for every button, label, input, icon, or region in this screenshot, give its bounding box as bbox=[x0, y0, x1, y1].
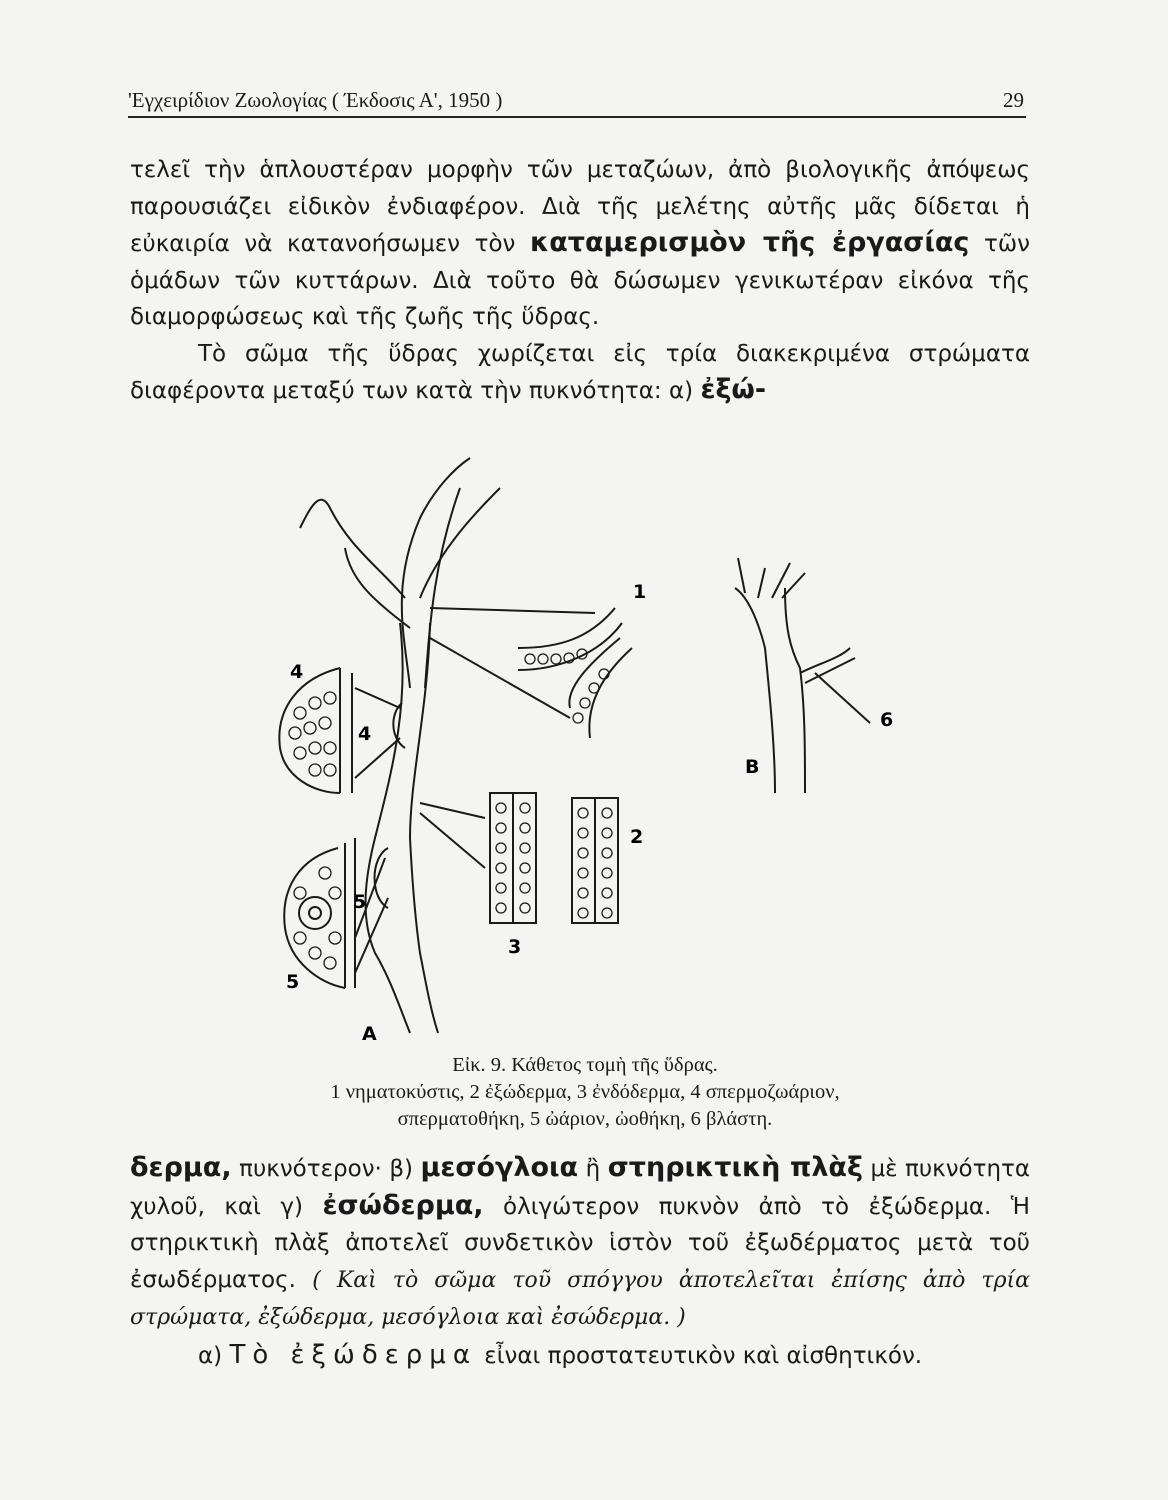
book-title: 'Εγχειρίδιον Ζωολογίας ( Έκδοσις Α', 1950 ) bbox=[128, 88, 503, 112]
caption-line-1: Εἰκ. 9. Κάθετος τομὴ τῆς ὕδρας. bbox=[452, 1054, 718, 1076]
term-exoderm-spaced: Τὸ ἐξώδερμα bbox=[229, 1339, 477, 1370]
hydra-figure bbox=[260, 448, 900, 1048]
term-exoderm: δερμα, bbox=[130, 1152, 232, 1183]
figure-label-6: 6 bbox=[880, 709, 894, 731]
figure-label-5b: 5 bbox=[286, 971, 300, 993]
figure-label-b: B bbox=[745, 756, 760, 778]
cell-patterns bbox=[289, 649, 612, 969]
text-density: μὲ πυκνότητα χυλοῦ, καὶ γ) bbox=[130, 1156, 1031, 1220]
figure-label-1: 1 bbox=[633, 581, 647, 603]
text-sponge-note: ( Καὶ τὸ σῶμα τοῦ σπόγγου ἀποτελεῖται ἐπίσης ἀπὸ τρία στρώματα, ἐξώδερμα, μεσόγλοια καὶ ἐσώδερμα. ) bbox=[130, 1267, 1030, 1330]
caption-line-2: 1 νηματοκύστις, 2 ἐξώδερμα, 3 ἐνδόδερμα, 4 σπερμοζωάριον, bbox=[330, 1081, 840, 1103]
term-support-plate: στηρικτικὴ πλὰξ bbox=[607, 1152, 863, 1183]
paragraph-intro bbox=[130, 152, 1030, 410]
hydra-illustration bbox=[260, 448, 900, 1048]
paragraph-intro-text-2: τῶν ὁμάδων τῶν κυττάρων. Διὰ τοῦτο θὰ δώσωμεν γενικωτέραν εἰκόνα τῆς διαμορφώσεως καὶ τῆς ζωῆς τῆς ὕδρας. bbox=[130, 231, 1030, 330]
running-header bbox=[128, 86, 1026, 118]
text-protective: εἶναι προστατευτικὸν καὶ αἰσθητικόν. bbox=[484, 1342, 923, 1369]
paragraph-layers-text: Τὸ σῶμα τῆς ὕδρας χωρίζεται εἰς τρία διακεκριμένα στρώματα διαφέροντα μεταξύ των κατὰ τὴν πυκνότητα: α) bbox=[130, 340, 1030, 404]
figure-label-2: 2 bbox=[630, 826, 644, 848]
paragraph-layers-bold: ἐξώ- bbox=[700, 374, 767, 405]
paragraph-intro-bold: καταμερισμὸν τῆς ἐργασίας bbox=[530, 227, 970, 258]
figure-caption bbox=[180, 1052, 990, 1133]
page-number: 29 bbox=[1003, 88, 1024, 112]
figure-label-4a: 4 bbox=[290, 661, 304, 683]
text-denser: πυκνότερον· β) bbox=[239, 1156, 414, 1182]
term-endoderm: ἐσώδερμα, bbox=[322, 1189, 484, 1221]
figure-label-3: 3 bbox=[508, 936, 522, 958]
figure-label-5a: 5 bbox=[353, 891, 367, 913]
text-or: ἢ bbox=[585, 1156, 601, 1182]
figure-label-a: A bbox=[362, 1023, 377, 1045]
paragraph-layers-continued bbox=[130, 1150, 1030, 1374]
text-a: α) bbox=[198, 1342, 223, 1369]
term-mesoglea: μεσόγλοια bbox=[420, 1152, 579, 1183]
paragraph-intro-text-1: τελεῖ τὴν ἁπλουστέραν μορφὴν τῶν μεταζώων, ἀπὸ βιολογικῆς ἀπόψεως παρουσιάζει εἰδικὸν ἐνδιαφέρον. Διὰ τῆς μελέτης αὐτῆς μᾶς δίδεται ἡ εὐκαιρία νὰ κατανοήσωμεν τὸν bbox=[130, 157, 1030, 257]
caption-line-3: σπερματοθήκη, 5 ὠάριον, ὠοθήκη, 6 βλάστη. bbox=[397, 1108, 773, 1130]
figure-label-4b: 4 bbox=[358, 723, 372, 745]
text-less-dense: ὀλιγώτερον πυκνὸν ἀπὸ τὸ ἐξώδερμα. Ἡ στηρικτικὴ πλὰξ ἀποτελεῖ συνδετικὸν ἱστὸν τοῦ ἐξωδέρματος μετὰ τοῦ ἐσωδέρματος. bbox=[130, 1193, 1030, 1293]
